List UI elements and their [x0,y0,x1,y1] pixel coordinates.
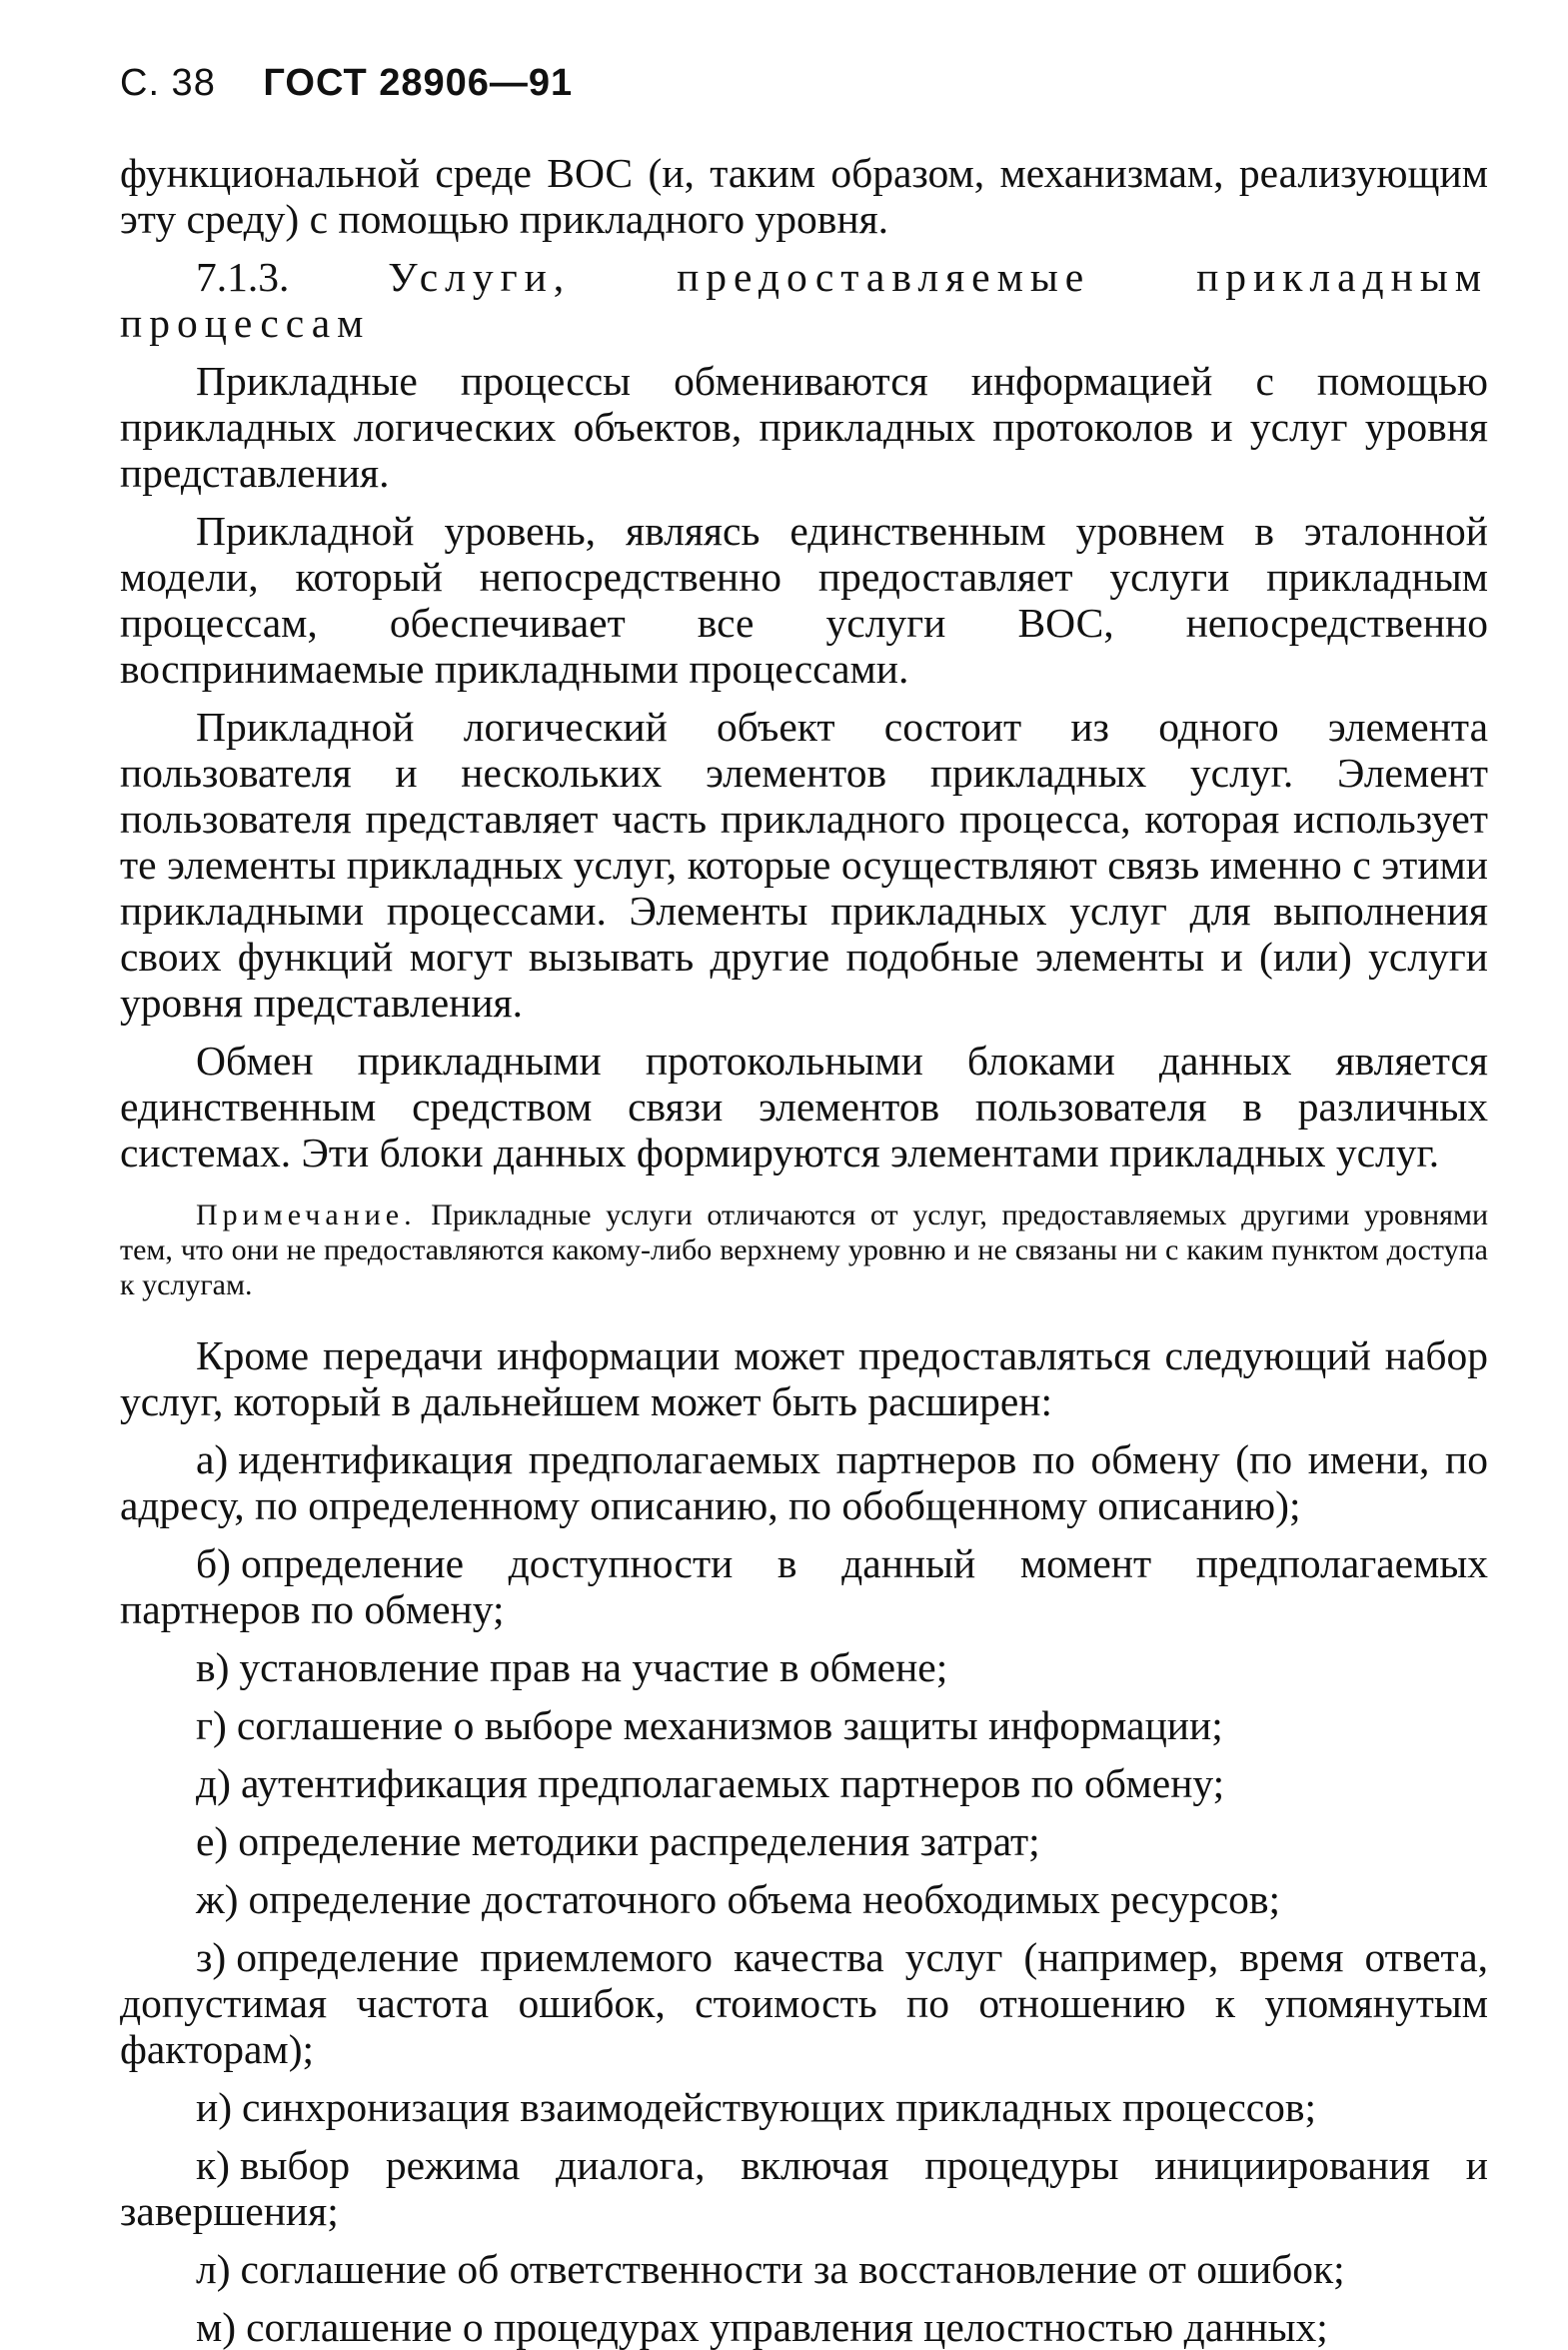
list-item-text: определение достаточного объема необходимых ресурсов; [248,1876,1281,1922]
list-item [120,1540,1488,1632]
list-item-text: определение методики распределения затрат; [238,1818,1040,1864]
services-list [120,1436,1488,2350]
list-item [120,1818,1488,1864]
list-item [120,1876,1488,1922]
section-heading [120,254,1488,346]
paragraph: Прикладные процессы обмениваются информацией с помощью прикладных логических объектов, прикладных протоколов и услуг уровня представления. [120,358,1488,496]
list-item-marker: е) [196,1818,229,1864]
list-item [120,1702,1488,1748]
list-item-text: синхронизация взаимодействующих прикладных процессов; [242,2084,1317,2130]
list-item-marker: в) [196,1644,230,1690]
list-item [120,1436,1488,1528]
list-item-text: идентификация предполагаемых партнеров по обмену (по имени, по адресу, по определенному описанию, по обобщенному описанию); [120,1436,1488,1528]
list-item-marker: д) [196,1760,231,1806]
paragraph: Прикладной логический объект состоит из одного элемента пользователя и нескольких элементов прикладных услуг. Элемент пользователя представляет часть прикладного процесса, которая использует те элементы прикладных услуг, которые осуществляют связь именно с этими прикладными процессами. Элементы прикладных услуг для выполнения своих функций могут вызывать другие подобные элементы и (или) услуги уровня представления. [120,704,1488,1026]
note [120,1197,1488,1302]
list-item-text: установление прав на участие в обмене; [239,1644,948,1690]
paragraph: Обмен прикладными протокольными блоками данных является единственным средством связи элементов пользователя в различных системах. Эти блоки данных формируются элементами прикладных услуг. [120,1038,1488,1175]
list-item-text: соглашение об ответственности за восстановление от ошибок; [240,2246,1345,2292]
list-item-marker: з) [196,1934,227,1980]
list-item [120,1644,1488,1690]
note-text: Прикладные услуги отличаются от услуг, предоставляемых другими уровнями тем, что они не предоставляются какому-либо верхнему уровню и не связаны ни с каким пунктом доступа к услугам. [120,1198,1489,1301]
document-body [120,150,1488,2350]
list-item-marker: м) [196,2304,237,2350]
list-item-text: соглашение о процедурах управления целостностью данных; [246,2304,1328,2350]
list-item-marker: к) [196,2142,230,2188]
list-item-text: определение приемлемого качества услуг (например, время ответа, допустимая частота ошибок, стоимость по отношению к упомянутым факторам); [120,1934,1488,2072]
document-code: ГОСТ 28906—91 [263,62,574,104]
list-item-marker: и) [196,2084,233,2130]
list-item [120,2304,1488,2350]
page-header [120,62,1488,110]
list-item-marker: л) [196,2246,231,2292]
list-item [120,2084,1488,2130]
page-number: С. 38 [120,62,216,104]
list-item-text: выбор режима диалога, включая процедуры инициирования и завершения; [120,2142,1488,2234]
paragraph: Прикладной уровень, являясь единственным уровнем в эталонной модели, который непосредственно предоставляет услуги прикладным процессам, обеспечивает все услуги ВОС, непосредственно воспринимаемые прикладными процессами. [120,508,1488,692]
list-item-text: аутентификация предполагаемых партнеров по обмену; [240,1760,1225,1806]
list-item [120,1760,1488,1806]
list-item-marker: ж) [196,1876,239,1922]
section-number: 7.1.3. [196,254,290,300]
list-item [120,2246,1488,2292]
section-title: Услуги, предоставляемые прикладным процессам [120,254,1488,346]
list-item-marker: б) [196,1540,231,1586]
list-item-marker: а) [196,1436,229,1482]
list-item-marker: г) [196,1702,227,1748]
list-item-text: определение доступности в данный момент предполагаемых партнеров по обмену; [120,1540,1488,1632]
list-item-text: соглашение о выборе механизмов защиты информации; [236,1702,1223,1748]
note-label: Примечание. [196,1198,417,1231]
list-item [120,1934,1488,2072]
paragraph-continuation: функциональной среде ВОС (и, таким образом, механизмам, реализующим эту среду) с помощью прикладного уровня. [120,150,1488,242]
list-item [120,2142,1488,2234]
paragraph: Кроме передачи информации может предоставляться следующий набор услуг, который в дальнейшем может быть расширен: [120,1332,1488,1424]
